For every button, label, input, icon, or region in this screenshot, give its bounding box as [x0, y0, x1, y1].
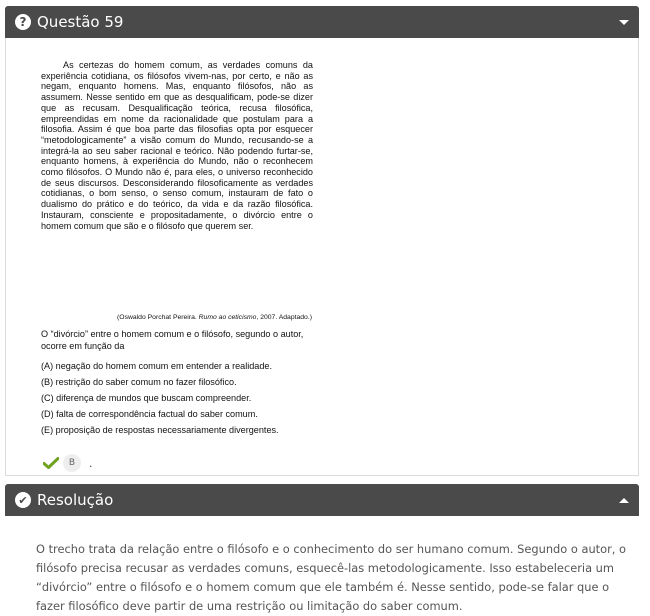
resolution-panel-header[interactable]: [5, 484, 639, 516]
caret-down-icon[interactable]: [619, 20, 629, 25]
question-panel-body: [5, 38, 639, 476]
citation-rest: , 2007. Adaptado.): [256, 314, 312, 321]
resolution-title: Resolução: [37, 491, 114, 509]
question-prompt: O “divórcio” entre o homem comum e o filósofo, segundo o autor, ocorre em função da: [41, 329, 304, 351]
passage: [41, 60, 313, 231]
check-icon: [43, 457, 59, 469]
citation-author: (Oswaldo Porchat Pereira.: [117, 314, 199, 321]
citation-work: Rumo ao ceticismo: [198, 314, 257, 321]
question-title: Questão 59: [37, 13, 124, 31]
option-b[interactable]: (B) restrição do saber comum no fazer filosófico.: [41, 377, 237, 387]
answer-suffix: .: [89, 456, 93, 470]
answer-row: [43, 454, 93, 472]
option-c[interactable]: (C) diferença de mundos que buscam compreender.: [41, 393, 252, 403]
options-list: [41, 358, 331, 438]
option-d[interactable]: (D) falta de correspondência factual do saber comum.: [41, 409, 258, 419]
check-circle-icon: ✔: [15, 492, 31, 508]
option-a[interactable]: (A) negação do homem comum em entender a realidade.: [41, 361, 273, 371]
citation: [88, 314, 312, 321]
question-panel-header[interactable]: [5, 6, 639, 38]
answer-badge: B: [63, 454, 81, 472]
option-e[interactable]: (E) proposição de respostas necessariamente divergentes.: [41, 425, 279, 435]
question-circle-icon: ?: [15, 14, 31, 30]
caret-up-icon[interactable]: [619, 498, 629, 503]
resolution-text: O trecho trata da relação entre o filósofo e o conhecimento do ser humano comum. Segundo o autor, o filósofo precisa recusar as verdades comuns, esquecê-las metodologicamente. Isso estabeleceria um “divórcio” entre o filósofo e o homem comum que ele também é. Nesse sentido, pode-se falar que o fazer filosófico deve partir de uma restrição ou limitação do saber comum.: [36, 542, 626, 613]
passage-text: As certezas do homem comum, as verdades comuns da experiência cotidiana, os filósofos vivem-nas, por certo, e não as negam, enquanto homens. Mas, enquanto filósofos, não as assumem. Nesse sentido em que as desqualificam, pode-se dizer que as recusam. Desqualificação teórica, recusa filosófica, empreendidas em nome da racionalidade que postulam para a filosofia. Assim é que boa parte das filosofias opta por esquecer “metodologicamente” a visão comum do Mundo, recusando-se a integrá-la ao seu saber racional e teórico. Não podendo furtar-se, enquanto homens, à experiência do Mundo, não o reconhecem como filósofos. O Mundo não é, para eles, o universo reconhecido de seus discursos. Desconsiderando filosoficamente as verdades cotidianas, o bom senso, o senso comum, instauram de fato o dualismo do prático e do teórico, da vida e da razão filosófica. Instauram, consciente e propositadamente, o divórcio entre o homem comum que são e o filósofo que querem ser.: [41, 60, 313, 231]
